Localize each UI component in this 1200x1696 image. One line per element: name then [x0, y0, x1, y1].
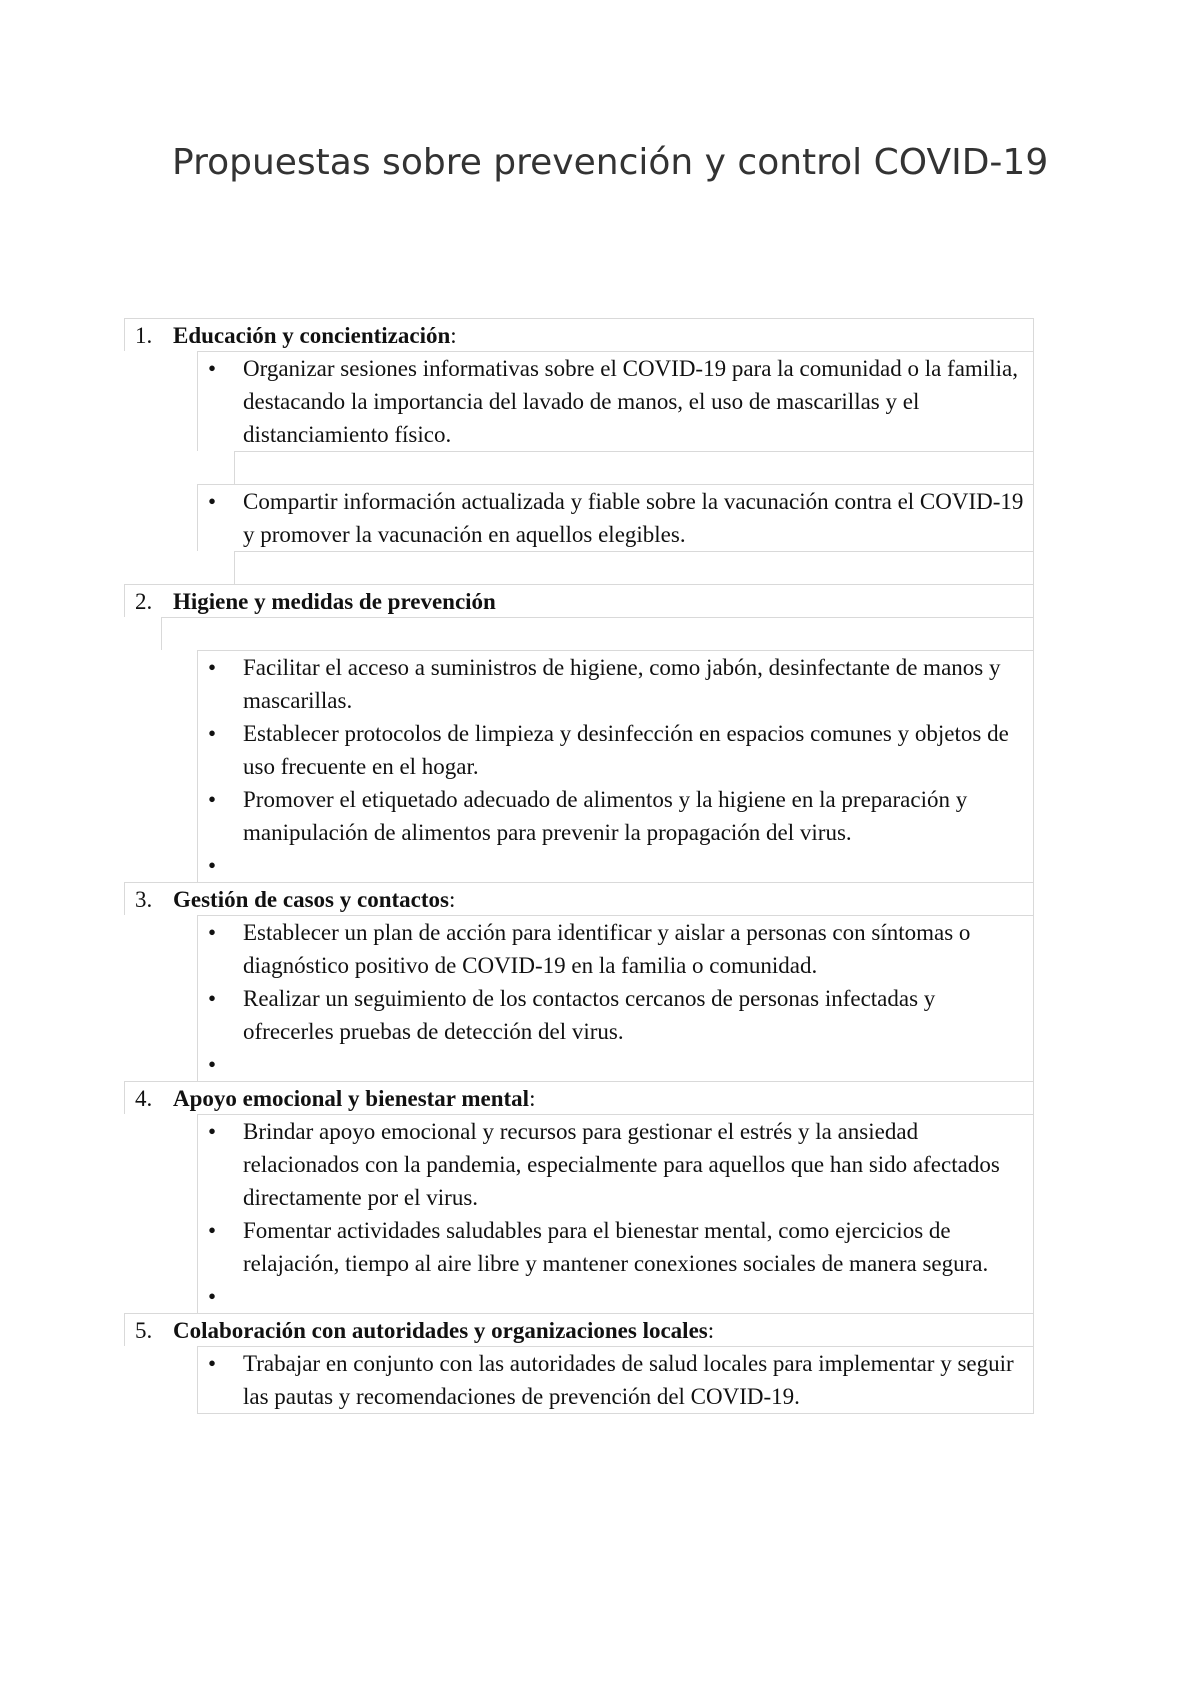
bullet-group [197, 650, 1034, 882]
bullet-group [197, 915, 1034, 1081]
section-heading-3 [124, 882, 1034, 915]
section-heading-5 [124, 1313, 1034, 1346]
document-body [124, 318, 1034, 1414]
section-title: Apoyo emocional y bienestar mental: [173, 1086, 536, 1111]
empty-row [234, 551, 1034, 584]
list-item: • Fomentar actividades saludables para el bienestar mental, como ejercicios de relajación, tiempo al aire libre y mantener conexiones sociales de manera segura. [198, 1214, 1033, 1280]
list-item [198, 849, 1033, 882]
section-number: 4. [135, 1086, 153, 1111]
list-item: • Facilitar el acceso a suministros de higiene, como jabón, desinfectante de manos y mascarillas. [198, 651, 1033, 717]
bullet-group [197, 351, 1034, 451]
list-item: • Compartir información actualizada y fiable sobre la vacunación contra el COVID-19 y promover la vacunación en aquellos elegibles. [198, 485, 1033, 551]
list-item: • Trabajar en conjunto con las autoridades de salud locales para implementar y seguir las pautas y recomendaciones de prevención del COVID-19. [198, 1347, 1033, 1413]
list-item: • Establecer un plan de acción para identificar y aislar a personas con síntomas o diagnóstico positivo de COVID-19 en la familia o comunidad. [198, 916, 1033, 982]
bullet-group [197, 1114, 1034, 1313]
list-item [198, 1280, 1033, 1313]
list-item: • Realizar un seguimiento de los contactos cercanos de personas infectadas y ofrecerles pruebas de detección del virus. [198, 982, 1033, 1048]
list-item: • Promover el etiquetado adecuado de alimentos y la higiene en la preparación y manipulación de alimentos para prevenir la propagación del virus. [198, 783, 1033, 849]
document-title: Propuestas sobre prevención y control COVID-19 [172, 142, 1049, 183]
section-heading-1 [124, 318, 1034, 351]
section-heading-4 [124, 1081, 1034, 1114]
section-heading-2 [124, 584, 1034, 617]
bullet-group [197, 1346, 1034, 1414]
section-title: Educación y concientización: [173, 323, 457, 348]
section-title: Colaboración con autoridades y organizaciones locales: [173, 1318, 715, 1343]
section-number: 3. [135, 887, 153, 912]
list-item [198, 1048, 1033, 1081]
list-item: • Organizar sesiones informativas sobre el COVID-19 para la comunidad o la familia, destacando la importancia del lavado de manos, el uso de mascarillas y el distanciamiento físico. [198, 352, 1033, 451]
section-title: Higiene y medidas de prevención [173, 589, 496, 614]
list-item: • Establecer protocolos de limpieza y desinfección en espacios comunes y objetos de uso frecuente en el hogar. [198, 717, 1033, 783]
section-number: 2. [135, 589, 153, 614]
list-item: • Brindar apoyo emocional y recursos para gestionar el estrés y la ansiedad relacionados con la pandemia, especialmente para aquellos que han sido afectados directamente por el virus. [198, 1115, 1033, 1214]
section-number: 1. [135, 323, 153, 348]
section-number: 5. [135, 1318, 153, 1343]
bullet-group [197, 484, 1034, 551]
empty-row [234, 451, 1034, 484]
empty-row [161, 617, 1034, 650]
section-title: Gestión de casos y contactos: [173, 887, 456, 912]
